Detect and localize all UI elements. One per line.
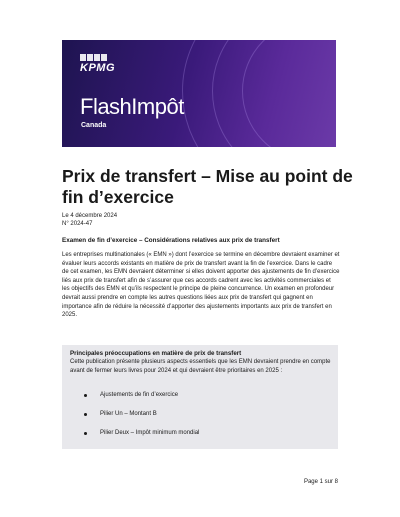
document-number: N° 2024-47 — [62, 221, 93, 227]
highlight-box-text: Cette publication présente plusieurs aspects essentiels que les EMN devraient prendre en compte avant de fermer leurs livres pour 2024 et qui devraient être prioritaires en 2025 : — [70, 359, 331, 374]
list-item-label: Pilier Deux – Impôt minimum mondial — [100, 430, 200, 436]
bullet-icon — [84, 394, 87, 397]
list-item-label: Ajustements de fin d’exercice — [100, 392, 179, 398]
banner-decor-arc — [242, 40, 336, 147]
kpmg-logo: KPMG — [80, 62, 115, 74]
document-meta — [62, 212, 117, 228]
bullet-icon — [84, 413, 87, 416]
list-item — [84, 410, 199, 418]
bullet-icon — [84, 432, 87, 435]
list-item — [84, 391, 199, 399]
highlight-box — [62, 345, 338, 449]
kpmg-logo-icon — [80, 54, 107, 61]
publication-name: FlashImpôt — [80, 94, 184, 119]
list-item-label: Pilier Un – Montant B — [100, 411, 157, 417]
publication-region: Canada — [81, 122, 107, 129]
intro-paragraph: Les entreprises multinationales (« EMN ») dont l’exercice se termine en décembre devraient examiner et évaluer leurs accords existants en matière de prix de transfert avant la fin de l’exercice. Dans le cadre de cet examen, les EMN devraient déterminer si elles doivent apporter des ajustements de fin d’exercice liés aux prix de transfert afin de s’assurer que ces accords cadrent avec les activités commerciales et les objectifs des EMN et qu’ils respectent le principe de pleine concurrence. Un examen en profondeur devrait aussi prendre en compte les autres questions liées aux prix de transfert qui gagnent en importance afin de réduire la nécessité d’apporter des ajustements importants aux prix de transfert en 2025. — [62, 252, 340, 319]
section-heading: Examen de fin d’exercice – Considérations relatives aux prix de transfert — [62, 237, 280, 244]
bullet-list — [84, 391, 199, 448]
page-number: Page 1 sur 8 — [303, 479, 338, 485]
highlight-box-heading: Principales préoccupations en matière de prix de transfert — [70, 350, 242, 357]
flashimpot-banner — [62, 40, 336, 147]
document-title: Prix de transfert – Mise au point de fin d’exercice — [62, 166, 353, 207]
document-date: Le 4 décembre 2024 — [62, 213, 118, 219]
list-item — [84, 429, 199, 437]
